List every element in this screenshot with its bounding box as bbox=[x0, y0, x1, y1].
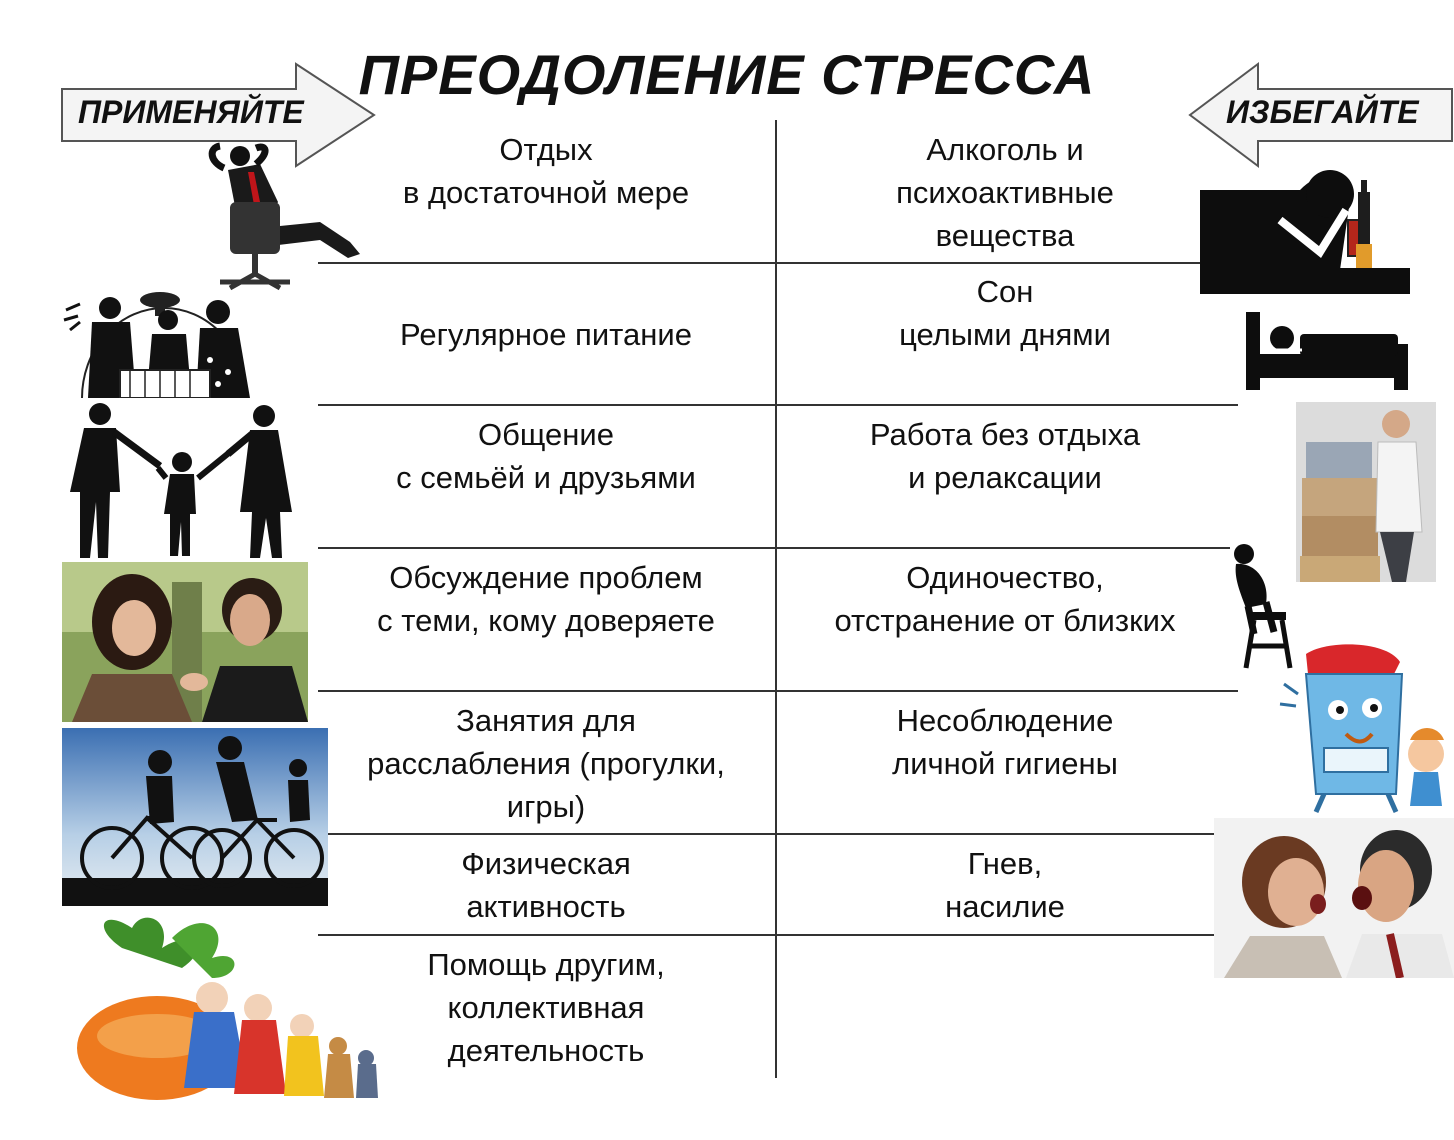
man-carrying-boxes-photo bbox=[1296, 402, 1436, 582]
apply-cell-7: Помощь другим, коллективная деятельность bbox=[427, 947, 665, 1068]
row-divider bbox=[318, 547, 1230, 549]
bed-sleeper-icon bbox=[1244, 310, 1414, 392]
turnip-tale-icon bbox=[62, 908, 382, 1108]
cyclists-silhouette-photo bbox=[62, 728, 328, 906]
apply-cell-2: Регулярное питание bbox=[400, 317, 692, 352]
family-dinner-icon bbox=[60, 250, 260, 398]
row-divider bbox=[318, 833, 1214, 835]
row-divider bbox=[318, 934, 1214, 936]
apply-cell-3: Общение с семьёй и друзьями bbox=[396, 417, 696, 495]
couple-talking-photo bbox=[62, 562, 308, 722]
apply-cell-1: Отдых в достаточной мере bbox=[402, 132, 690, 210]
row-divider bbox=[318, 262, 1200, 264]
moidodyr-cartoon-icon bbox=[1276, 644, 1452, 816]
avoid-cell-6: Гнев, насилие bbox=[945, 846, 1065, 924]
apply-cell-6: Физическая активность bbox=[461, 846, 631, 924]
avoid-cell-4: Одиночество, отстранение от близких bbox=[834, 560, 1176, 638]
shouting-couple-photo bbox=[1214, 818, 1454, 978]
avoid-cell-5: Несоблюдение личной гигиены bbox=[892, 703, 1118, 781]
drinking-man-icon bbox=[1200, 160, 1412, 296]
apply-cell-5: Занятия для расслабления (прогулки, игры) bbox=[367, 703, 725, 824]
row-divider bbox=[318, 690, 1238, 692]
page-title: ПРЕОДОЛЕНИЕ СТРЕССА bbox=[358, 43, 1096, 106]
apply-cell-4: Обсуждение проблем с теми, кому доверяете bbox=[377, 560, 715, 638]
avoid-label: ИЗБЕГАЙТЕ bbox=[1226, 94, 1419, 130]
avoid-cell-1: Алкоголь и психоактивные вещества bbox=[896, 132, 1114, 253]
avoid-cell-2: Сон целыми днями bbox=[899, 274, 1111, 352]
avoid-cell-3: Работа без отдыха и релаксации bbox=[869, 417, 1141, 495]
row-divider bbox=[318, 404, 1238, 406]
family-holding-hands-icon bbox=[60, 402, 305, 560]
apply-label: ПРИМЕНЯЙТЕ bbox=[78, 94, 304, 130]
